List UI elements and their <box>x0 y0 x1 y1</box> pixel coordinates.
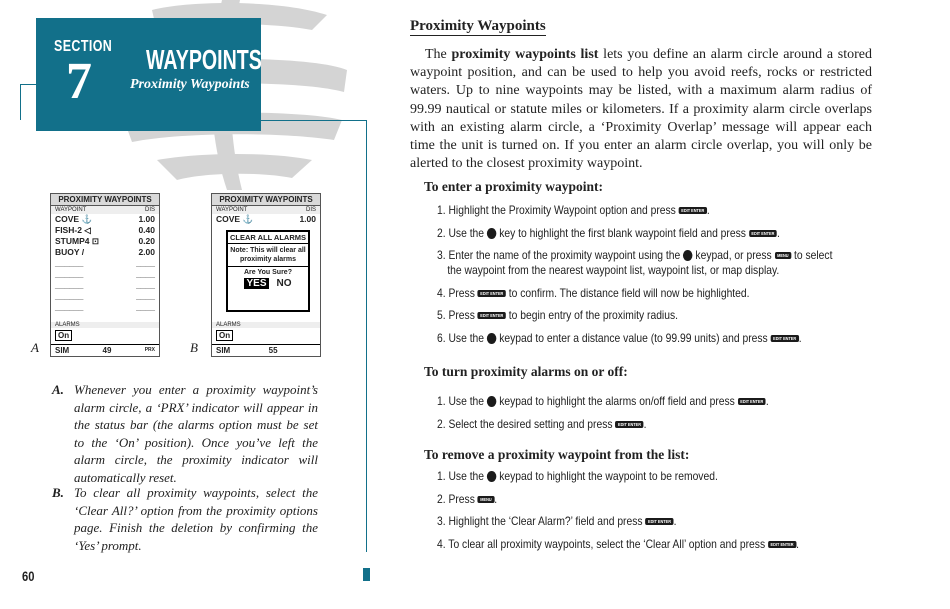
edit-enter-key-icon: EDIT ENTER <box>615 421 643 428</box>
buoy-icon: / <box>81 247 85 257</box>
section-number: 7 <box>66 53 92 110</box>
anchor-icon: ⚓ <box>81 214 93 224</box>
waypoint-name: COVE <box>216 214 241 224</box>
caption-text: Whenever you enter a proximity waypoint’s alarm circle, a ‘PRX’ indicator will appear in the status bar (the alarms option must be set to the ‘On’ position). Once you’ve left the alarm circle, the proximity indicator will automatically reset. <box>74 382 318 485</box>
clear-all-dialog <box>226 230 310 312</box>
steps-toggle <box>437 394 877 439</box>
waypoint-name: STUMP4 <box>55 236 90 246</box>
no-button: NO <box>276 278 292 289</box>
status-mode: SIM <box>216 346 231 355</box>
list-item: 3. Highlight the ‘Clear Alarm?’ field and press EDIT ENTER . <box>437 514 677 528</box>
edit-enter-key-icon: EDIT ENTER <box>645 518 673 525</box>
blank-row: ______ ____ <box>55 269 155 279</box>
caption-b <box>52 484 318 554</box>
status-value: 49 <box>102 346 112 355</box>
prx-indicator: PRX <box>144 347 155 353</box>
col-waypoint: WAYPOINT <box>216 207 248 213</box>
screen-header: PROXIMITY WAYPOINTS <box>212 194 320 206</box>
stump-icon: ⊡ <box>91 236 99 246</box>
list-item: 1. Use the keypad to highlight the alarms on/off field and press EDIT ENTER . <box>437 394 769 408</box>
list-item: 6. Use the keypad to enter a distance value (to 99.99 units) and press EDIT ENTER . <box>437 330 802 345</box>
edit-enter-key-icon: EDIT ENTER <box>768 541 796 548</box>
alarms-toggle: On <box>216 330 233 341</box>
figure-label-b: B <box>190 340 198 355</box>
list-item: 2. Select the desired setting and press EDIT ENTER . <box>437 416 647 431</box>
blank-row: ______ ____ <box>55 280 155 290</box>
column-headers <box>212 206 320 214</box>
list-item: 2. Press MENU . <box>437 491 498 506</box>
page-title: Proximity Waypoints <box>410 18 546 34</box>
list-item <box>51 225 159 236</box>
yes-button: YES <box>246 278 267 289</box>
list-item <box>51 247 159 258</box>
status-bar <box>51 344 159 356</box>
figure-label-a: A <box>31 340 39 355</box>
fish-icon: ◁ <box>84 225 91 235</box>
screen-header: PROXIMITY WAYPOINTS <box>51 194 159 206</box>
list-item: 5. Press EDIT ENTER to begin entry of the proximity radius. <box>437 308 679 322</box>
waypoint-name: COVE <box>55 214 80 224</box>
blank-row: ______ ____ <box>55 291 155 301</box>
list-item: 1. Highlight the Proximity Waypoint option and press EDIT ENTER . <box>437 203 710 217</box>
edit-enter-key-icon: EDIT ENTER <box>738 398 766 405</box>
col-dis: DIS <box>305 207 316 213</box>
menu-key-icon: MENU <box>775 252 792 259</box>
gps-screen-b <box>211 193 321 357</box>
subheading-remove: To remove a proximity waypoint from the list: <box>424 447 690 462</box>
steps-enter <box>437 203 877 353</box>
gps-screen-a <box>50 193 160 357</box>
keypad-icon <box>487 228 496 239</box>
steps-remove <box>437 469 877 559</box>
list-item: 4. Press EDIT ENTER to confirm. The distance field will now be highlighted. <box>437 285 750 300</box>
divider-rule <box>20 84 21 120</box>
edit-enter-key-icon: EDIT ENTER <box>478 312 506 319</box>
subheading-toggle: To turn proximity alarms on or off: <box>424 364 628 379</box>
section-tab <box>36 18 261 131</box>
keypad-icon <box>487 471 496 482</box>
menu-key-icon: MENU <box>478 496 495 503</box>
caption-label: B. <box>52 485 64 500</box>
edit-enter-key-icon: EDIT ENTER <box>749 230 777 237</box>
edit-enter-key-icon: EDIT ENTER <box>478 290 506 297</box>
list-item: 1. Use the keypad to highlight the waypoint to be removed. <box>437 469 718 483</box>
list-item: 3. Enter the name of the proximity waypoint using the keypad, or press MENU to select the waypoint from the nearest waypoint list, waypoint list, or map display. <box>437 248 833 277</box>
list-item <box>51 236 159 247</box>
section-title: WAYPOINTS <box>146 44 262 75</box>
alarms-label: ALARMS <box>212 322 320 328</box>
page-marker <box>363 568 370 581</box>
blank-row: ______ ____ <box>55 258 155 268</box>
keypad-icon <box>683 250 692 261</box>
waypoint-name: BUOY <box>55 247 80 257</box>
edit-enter-key-icon: EDIT ENTER <box>771 335 799 342</box>
list-item <box>212 214 320 225</box>
intro-paragraph: The proximity waypoints list lets you define an alarm circle around a stored waypoint position, and can be used to help you avoid reefs, rocks or restricted waters. Up to nine waypoints may be listed, with a maximum alarm radius of 99.99 nautical or statute miles or kilometers. If a proximity alarm circle overlaps with an existing alarm circle, a ‘Proximity Overlap’ message will appear each time the unit is turned on. If you enter an alarm circle overlap, you will only be alerted to the closest proximity waypoint. <box>410 47 873 172</box>
dialog-note: Note: This will clear all proximity alarms <box>228 244 308 267</box>
divider-rule <box>366 120 367 552</box>
column-headers <box>51 206 159 214</box>
waypoint-name: FISH-2 <box>55 225 82 235</box>
list-item: 4. To clear all proximity waypoints, select the ‘Clear All’ option and press EDIT ENTER . <box>437 536 800 551</box>
edit-enter-key-icon: EDIT ENTER <box>679 207 707 214</box>
list-item <box>51 214 159 225</box>
anchor-icon: ⚓ <box>242 214 254 224</box>
list-item: 2. Use the key to highlight the first blank waypoint field and press EDIT ENTER . <box>437 225 780 240</box>
keypad-icon <box>487 396 496 407</box>
alarms-label: ALARMS <box>51 322 159 328</box>
section-label: SECTION <box>54 38 113 55</box>
divider-rule <box>20 84 36 85</box>
col-dis: DIS <box>144 207 155 213</box>
section-subtitle: Proximity Waypoints <box>130 77 250 92</box>
waypoint-dis: 1.00 <box>299 214 316 224</box>
waypoint-dis: 1.00 <box>138 214 155 224</box>
alarms-toggle: On <box>55 330 72 341</box>
status-bar <box>212 344 320 356</box>
caption-a <box>52 381 318 486</box>
subheading-enter: To enter a proximity waypoint: <box>424 179 604 194</box>
status-mode: SIM <box>55 346 70 355</box>
col-waypoint: WAYPOINT <box>55 207 87 213</box>
status-value: 55 <box>268 346 278 355</box>
waypoint-dis: 0.40 <box>138 225 155 235</box>
waypoint-dis: 0.20 <box>138 236 155 246</box>
caption-label: A. <box>52 382 64 397</box>
keypad-icon <box>487 333 496 344</box>
dialog-title: CLEAR ALL ALARMS <box>228 232 308 244</box>
blank-row: ______ ____ <box>55 302 155 312</box>
caption-text: To clear all proximity waypoints, select the ‘Clear All?’ option from the proximity options page. Finish the deletion by confirming the ‘Yes’ prompt. <box>74 485 318 553</box>
divider-rule <box>261 120 367 121</box>
page-number: 60 <box>22 568 35 584</box>
waypoint-dis: 2.00 <box>138 247 155 257</box>
dialog-question: Are You Sure? <box>244 269 292 276</box>
